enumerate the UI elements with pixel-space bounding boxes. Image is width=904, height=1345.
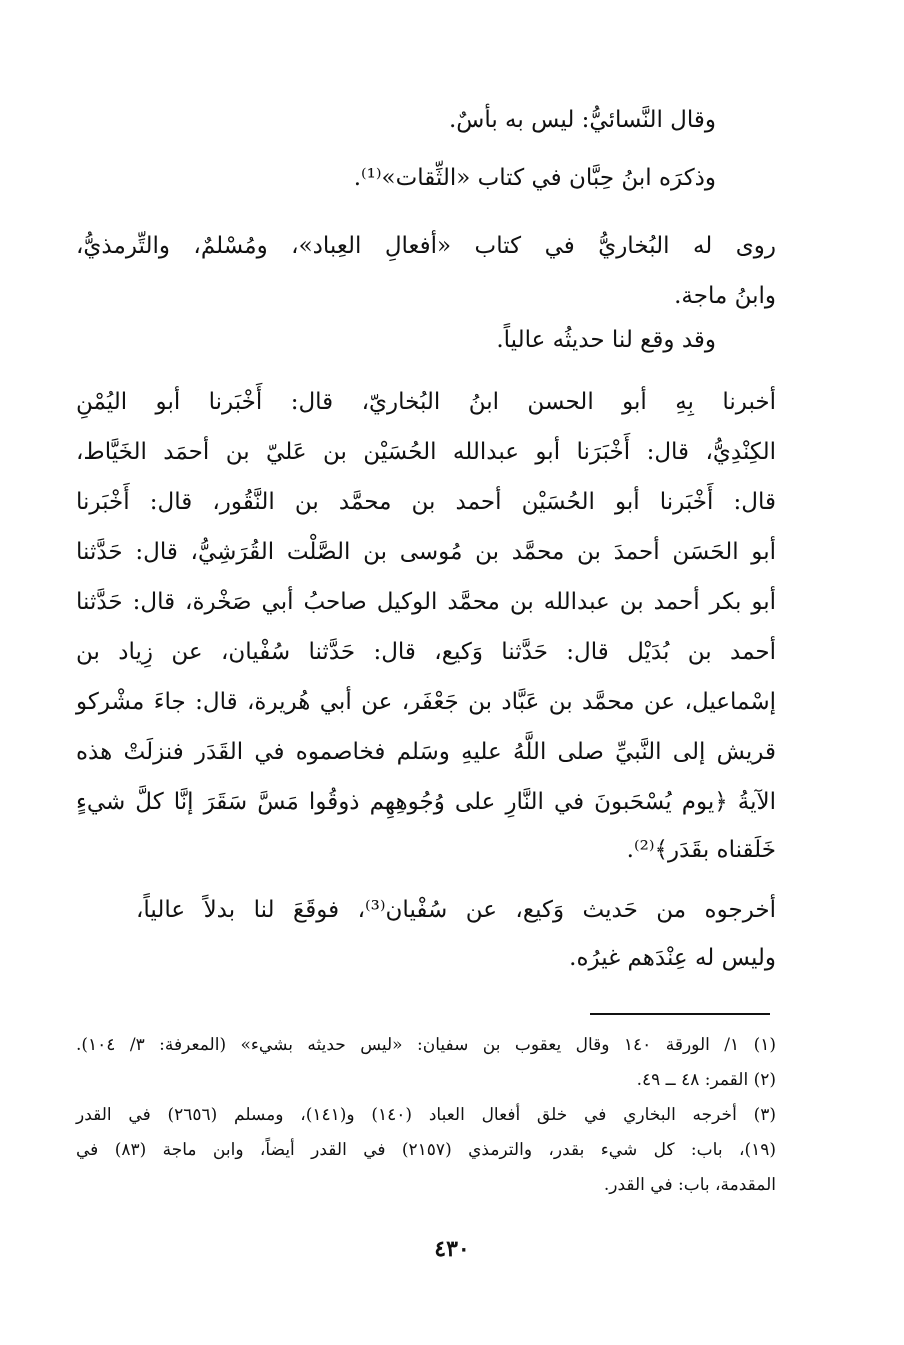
body-line-takhrij-1: أخرجوه من حَديث وَكيع، عن سُفْيان⁽³⁾، فوقَعَ لنا بدلاً عالياً، — [136, 897, 776, 923]
footnote-3-line-3: المقدمة، باب: في القدر. — [603, 1175, 776, 1195]
body-line-ali: وقد وقع لنا حديثُه عالياً. — [496, 327, 716, 353]
body-line-nasai: وقال النَّسائيُّ: ليس به بأسٌ. — [448, 107, 716, 133]
body-line-ibn-hibban: وذكرَه ابنُ حِبَّان في كتاب «الثِّقات»⁽¹⁾. — [353, 165, 716, 191]
body-line-isnad-2: الكِنْدِيُّ، قال: أَخْبَرَنا أبو عبدالله الحُسَيْن بن عَليّ بن أحمَد الخَيَّاط، — [76, 439, 776, 465]
body-line-isnad-6: أحمد بن بُدَيْل قال: حَدَّثنا وَكيع، قال: حَدَّثنا سُفْيان، عن زِياد بن — [76, 639, 776, 665]
page-number: ٤٣٠ — [434, 1236, 470, 1262]
footnote-separator — [590, 1013, 770, 1015]
body-line-narrators: روى له البُخاريُّ في كتاب «أفعالِ العِباد»، ومُسْلمٌ، والتِّرمذيُّ، — [76, 233, 776, 259]
body-line-isnad-1: أخبرنا بِهِ أبو الحسن ابنُ البُخاريّ، قال: أَخْبَرنا أبو اليُمْنِ — [76, 389, 776, 415]
body-line-isnad-4: أبو الحَسَن أحمدَ بن محمَّد بن مُوسى بن الصَّلْت القُرَشِيُّ، قال: حَدَّثنا — [76, 539, 776, 565]
body-line-ibn-majah: وابنُ ماجة. — [674, 283, 776, 309]
body-line-isnad-3: قال: أَخْبَرنا أبو الحُسَيْن أحمد بن محمَّد بن النَّقُور، قال: أَخْبَرنا — [76, 489, 776, 515]
body-line-isnad-5: أبو بكر أحمد بن عبدالله بن محمَّد الوكيل صاحبُ أبي صَخْرة، قال: حَدَّثنا — [76, 589, 776, 615]
body-line-isnad-8: قريش إلى النَّبيِّ صلى اللَّهُ عليهِ وسَلم فخاصموه في القَدَر فنزلَتْ هذه — [76, 739, 776, 765]
footnote-2: (٢) القمر: ٤٨ ــ ٤٩. — [636, 1070, 776, 1090]
footnote-3-line-2: (١٩)، باب: كل شيء بقدر، والترمذي (٢١٥٧) في القدر أيضاً، وابن ماجة (٨٣) في — [76, 1140, 776, 1160]
body-line-isnad-7: إسْماعيل، عن محمَّد بن عَبَّاد بن جَعْفَر، عن أبي هُريرة، قال: جاءَ مشْركو — [76, 689, 776, 715]
body-line-verse-end: خَلَقناه بقَدَر﴾⁽²⁾. — [626, 837, 776, 863]
body-line-takhrij-2: وليس له عِنْدَهم غيرُه. — [569, 945, 776, 971]
footnote-1: (١) ١/ الورقة ١٤٠ وقال يعقوب بن سفيان: «ليس حديثه بشيء» (المعرفة: ٣/ ١٠٤). — [76, 1035, 776, 1055]
body-line-verse: الآيةُ ﴿يوم يُسْحَبونَ في النَّارِ على وُجُوهِهِم ذوقُوا مَسَّ سَقَرَ إنَّا كلَّ شيءٍ — [76, 789, 776, 815]
footnote-3-line-1: (٣) أخرجه البخاري في خلق أفعال العباد (١٤٠) و(١٤١)، ومسلم (٢٦٥٦) في القدر — [76, 1105, 776, 1125]
